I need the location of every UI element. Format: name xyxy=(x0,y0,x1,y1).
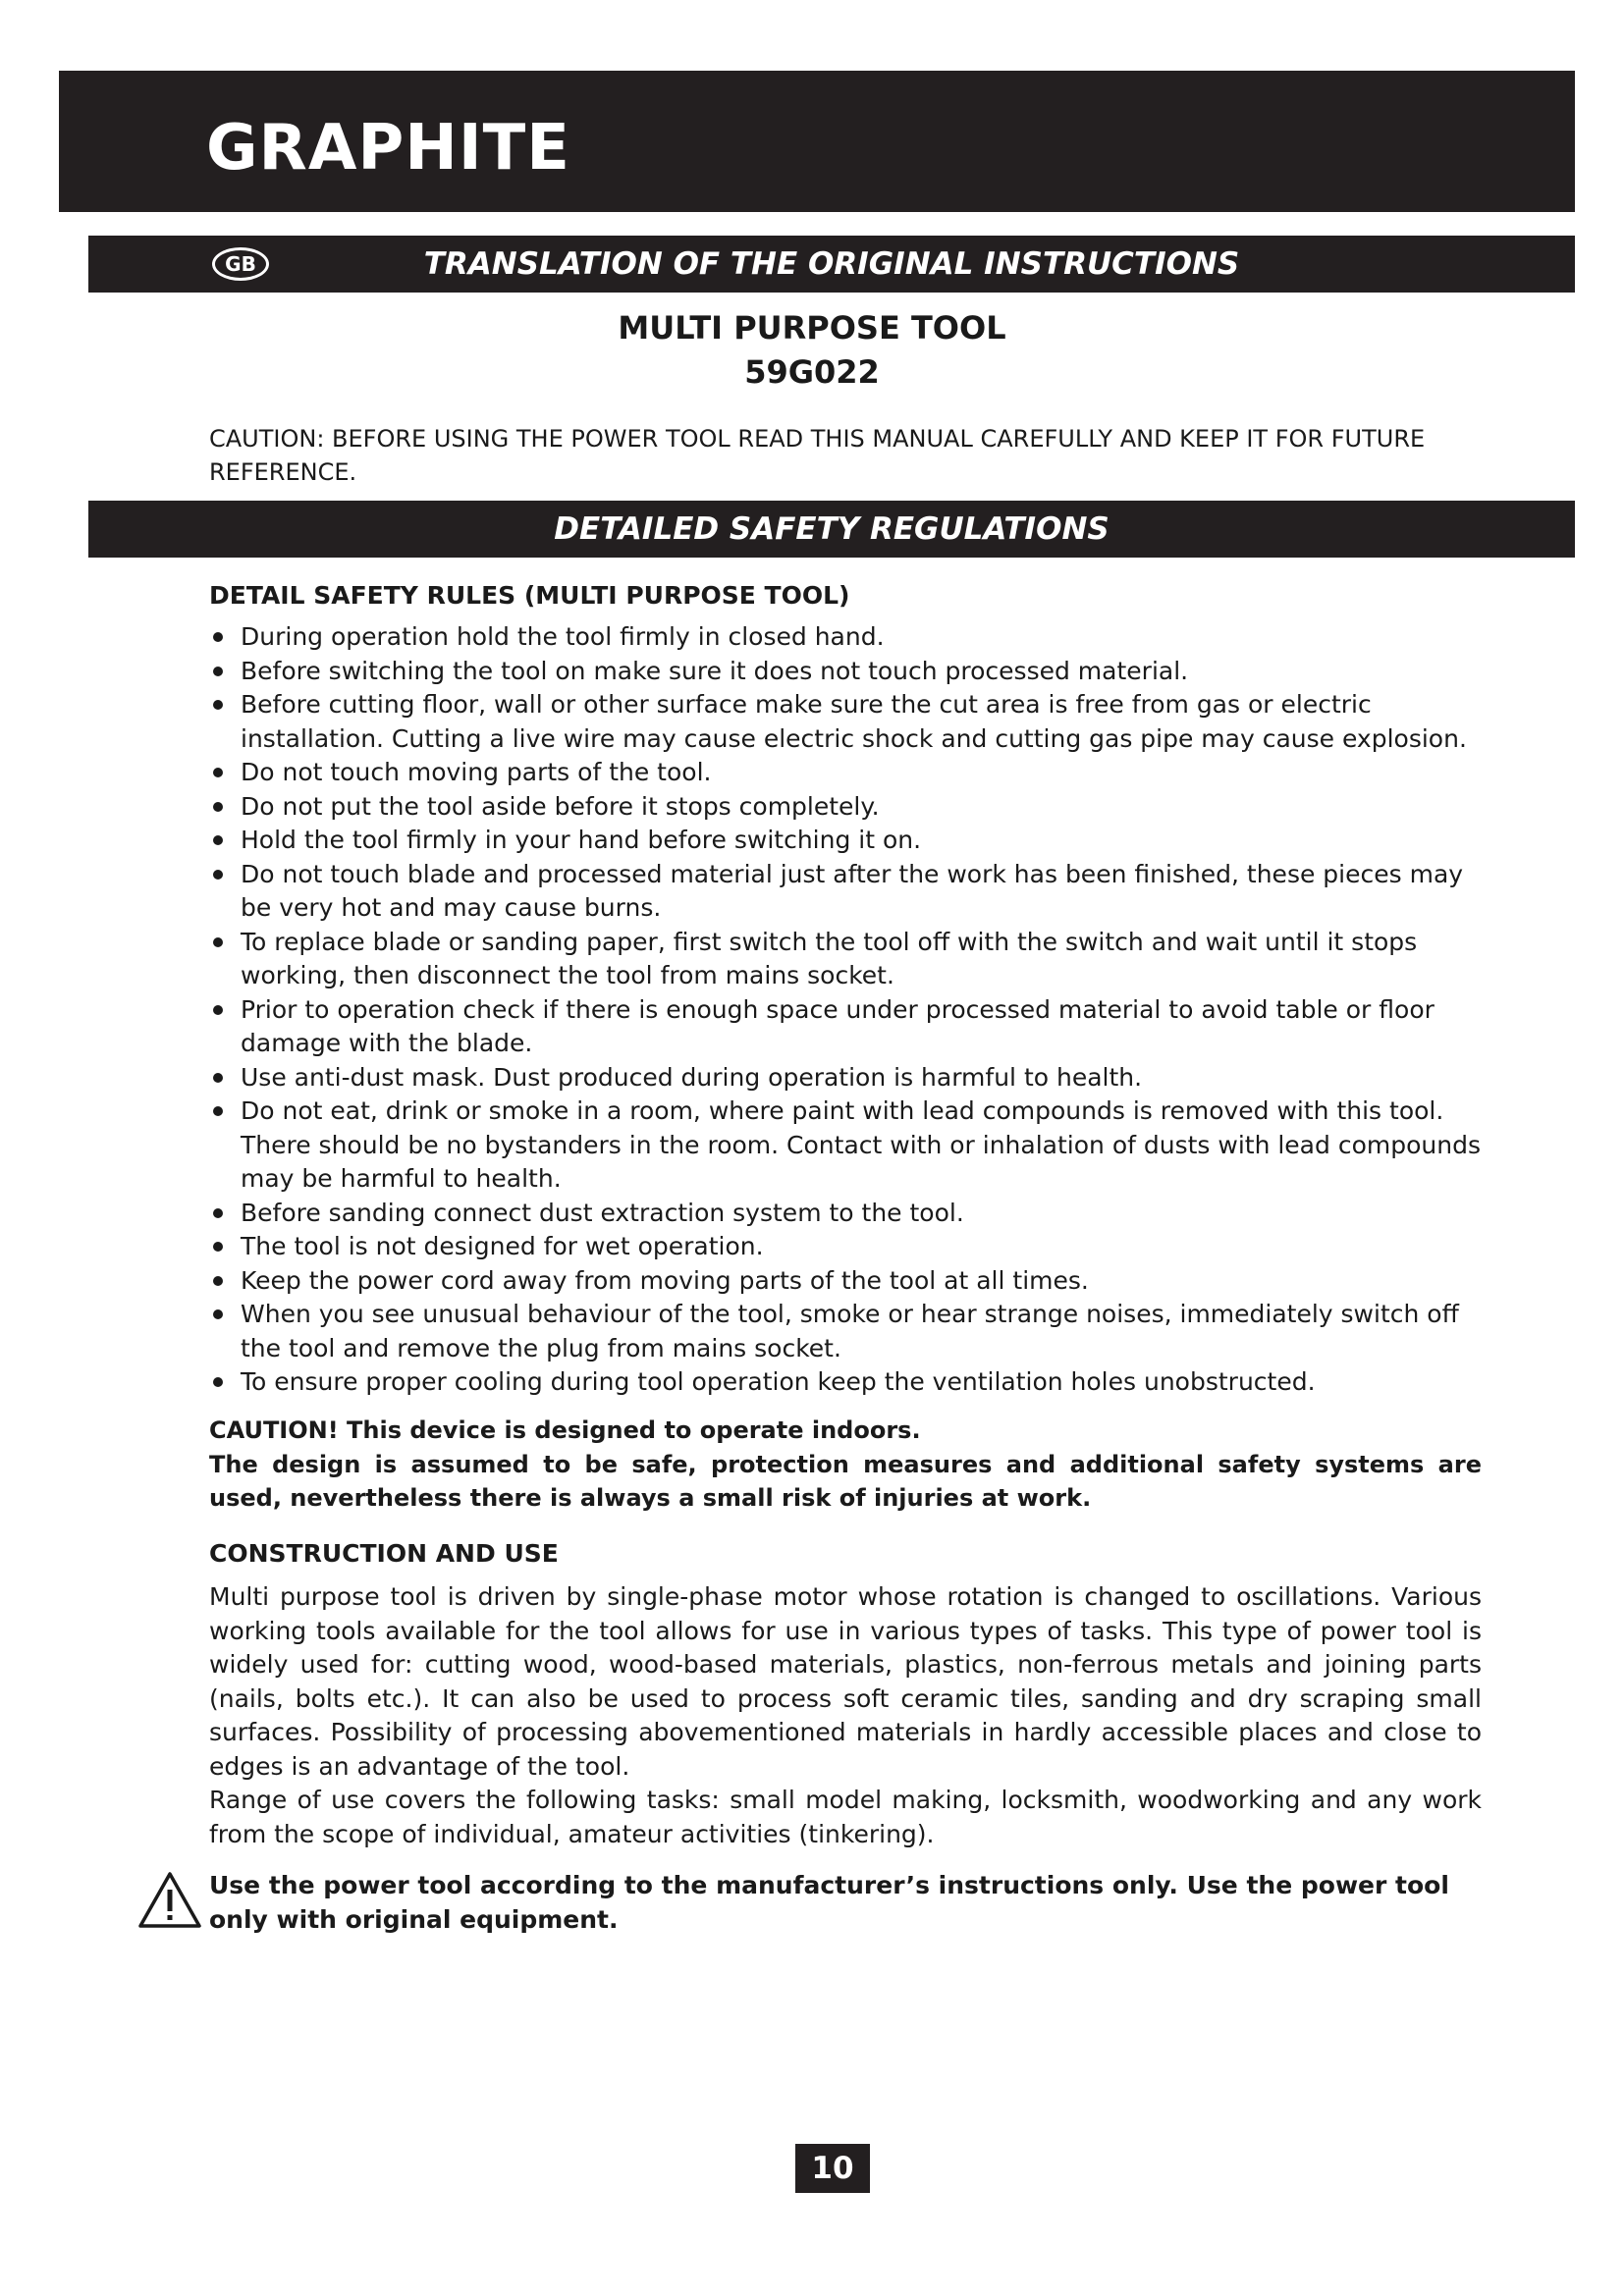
bullet-icon xyxy=(213,1276,223,1286)
bullet-icon xyxy=(213,1309,223,1319)
bullet-icon xyxy=(213,1208,223,1218)
list-item xyxy=(209,1230,1482,1264)
list-item xyxy=(209,655,1482,689)
caution-indoors: CAUTION! This device is designed to operate indoors. xyxy=(209,1416,921,1444)
rule-text: When you see unusual behaviour of the tool, smoke or hear strange noises, immediately switch off the tool and remove the plug from mains socket. xyxy=(241,1300,1459,1362)
rule-text: Hold the tool firmly in your hand before switching it on. xyxy=(241,826,922,854)
bullet-icon xyxy=(213,802,223,812)
bullet-icon xyxy=(213,1377,223,1387)
rule-text: Do not touch blade and processed material just after the work has been finished, these pieces may be very hot and may cause burns. xyxy=(241,859,1464,922)
product-code: 59G022 xyxy=(744,353,880,391)
warning-triangle-icon xyxy=(137,1870,202,1929)
list-item xyxy=(209,824,1482,858)
gb-language-badge: GB xyxy=(212,247,269,281)
caution-intro: CAUTION: BEFORE USING THE POWER TOOL READ THIS MANUAL CAREFULLY AND KEEP IT FOR FUTURE REFERENCE. xyxy=(209,425,1426,486)
graphite-logo: GRAPHITE xyxy=(206,112,570,185)
bullet-icon xyxy=(213,1005,223,1015)
list-item xyxy=(209,790,1482,825)
bullet-icon xyxy=(213,1106,223,1116)
list-item xyxy=(209,1298,1482,1365)
bullet-icon xyxy=(213,1242,223,1252)
rule-text: Keep the power cord away from moving parts of the tool at all times. xyxy=(241,1265,1089,1295)
list-item xyxy=(209,688,1482,756)
rule-text: Do not touch moving parts of the tool. xyxy=(241,758,712,786)
rule-text: The tool is not designed for wet operation. xyxy=(241,1232,764,1260)
bullet-icon xyxy=(213,632,223,642)
safety-bar xyxy=(88,501,1575,558)
list-item xyxy=(209,993,1482,1061)
rules-heading: DETAIL SAFETY RULES (MULTI PURPOSE TOOL) xyxy=(209,581,850,610)
list-item xyxy=(209,858,1482,926)
rule-text: Prior to operation check if there is enough space under processed material to avoid table or floor damage with the blade. xyxy=(241,994,1435,1057)
bullet-icon xyxy=(213,1073,223,1083)
bullet-icon xyxy=(213,667,223,676)
list-item xyxy=(209,1095,1482,1197)
rule-text: To replace blade or sanding paper, first switch the tool off with the switch and wait until it stops working, then disconnect the tool from mains socket. xyxy=(241,927,1418,989)
rule-text: During operation hold the tool firmly in closed hand. xyxy=(241,622,885,651)
construction-paragraph: Multi purpose tool is driven by single-phase motor whose rotation is changed to oscillations. Various working tools available for the tool allows for use in various types of tasks. This type of power tool is widely used for: cutting wood, wood-based materials, plastics, non-ferrous metals and joining parts (nails, bolts etc.). It can also be used to process soft ceramic tiles, sanding and dry scraping small surfaces. Possibility of processing abovementioned materials in hardly accessible places and close to edges is an advantage of the tool. xyxy=(209,1582,1482,1781)
bullet-icon xyxy=(213,870,223,880)
bullet-icon xyxy=(213,768,223,777)
product-name: MULTI PURPOSE TOOL xyxy=(618,309,1006,347)
safety-rules-list xyxy=(209,620,1482,1400)
rule-text: Before switching the tool on make sure it does not touch processed material. xyxy=(241,656,1189,685)
list-item xyxy=(209,620,1482,655)
list-item xyxy=(209,756,1482,790)
rule-text: Do not put the tool aside before it stops completely. xyxy=(241,791,880,821)
construction-paragraph: Range of use covers the following tasks: small model making, locksmith, woodworking and any work from the scope of individual, amateur activities (tinkering). xyxy=(209,1786,1482,1848)
construction-body xyxy=(209,1580,1482,1851)
caution-block xyxy=(209,1414,1482,1516)
page-number: 10 xyxy=(795,2144,870,2193)
list-item xyxy=(209,1365,1482,1400)
construction-heading: CONSTRUCTION AND USE xyxy=(209,1539,559,1568)
warning-text: Use the power tool according to the manufacturer’s instructions only. Use the power tool only with original equipment. xyxy=(209,1871,1449,1934)
rule-text: Before cutting floor, wall or other surface make sure the cut area is free from gas or electric installation. Cutting a live wire may cause electric shock and cutting gas pipe may cause explosion. xyxy=(241,690,1467,753)
bullet-icon xyxy=(213,700,223,710)
bullet-icon xyxy=(213,937,223,947)
safety-title: DETAILED SAFETY REGULATIONS xyxy=(554,511,1110,547)
list-item xyxy=(209,926,1482,993)
translation-bar xyxy=(88,236,1575,293)
rule-text: To ensure proper cooling during tool operation keep the ventilation holes unobstructed. xyxy=(241,1367,1316,1396)
rule-text: Use anti-dust mask. Dust produced during operation is harmful to health. xyxy=(241,1062,1143,1092)
rule-text: Do not eat, drink or smoke in a room, where paint with lead compounds is removed with this tool. There should be no bystanders in the room. Contact with or inhalation of dusts with lead compounds may be harmful to health. xyxy=(241,1096,1481,1193)
brand-header xyxy=(59,71,1575,212)
list-item xyxy=(209,1264,1482,1299)
risk-statement: The design is assumed to be safe, protection measures and additional safety systems are used, nevertheless there is always a small risk of injuries at work. xyxy=(209,1450,1482,1512)
translation-title: TRANSLATION OF THE ORIGINAL INSTRUCTIONS xyxy=(423,246,1240,282)
list-item xyxy=(209,1061,1482,1095)
rule-text: Before sanding connect dust extraction system to the tool. xyxy=(241,1198,964,1227)
bullet-icon xyxy=(213,835,223,845)
list-item xyxy=(209,1197,1482,1231)
